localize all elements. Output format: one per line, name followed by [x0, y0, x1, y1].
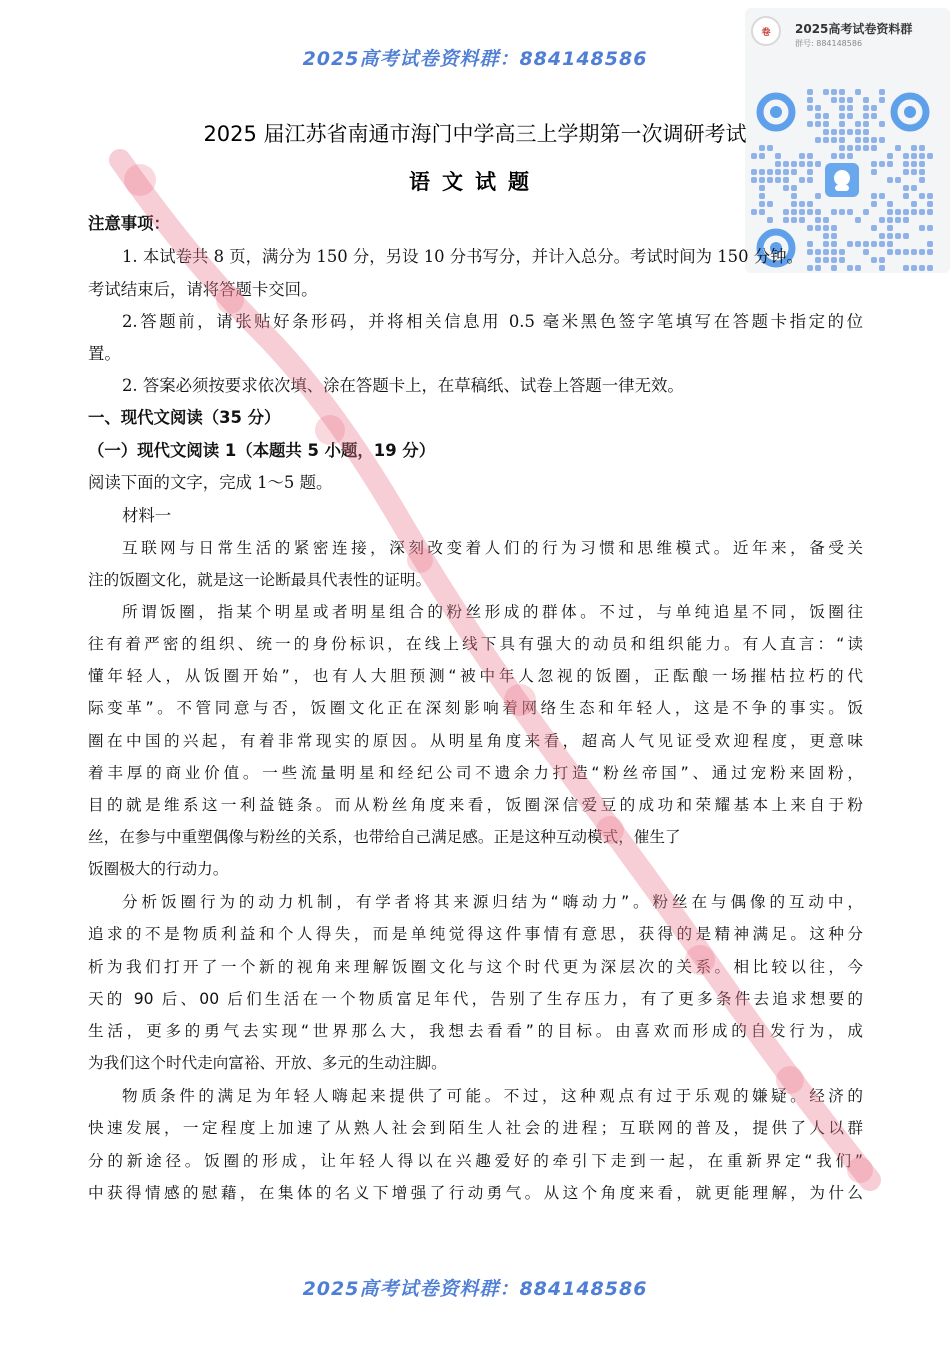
paragraph-line: 目的就是维系这一利益链条。而从粉丝角度来看，饭圈深信爱豆的成功和荣耀基本上来自于粉 [88, 796, 863, 814]
bottom-banner: 2025高考试卷资料群：884148586 [302, 1278, 648, 1300]
paragraph-line: 往有着严密的组织、统一的身份标识，在线上线下具有强大的动员和组织能力。有人直言：“读 [88, 635, 863, 653]
paragraph-line: 丝，在参与中重塑偶像与粉丝的关系，也带给自己满足感。正是这种互动模式，催生了 [88, 828, 681, 846]
paragraph-line: 中获得情感的慰藉，在集体的名义下增强了行动勇气。从这个角度来看，就更能理解，为什么 [88, 1184, 863, 1202]
paragraph-line: 追求的不是物质利益和个人得失，而是单纯觉得这件事情有意思，获得的是精神满足。这种分 [88, 925, 863, 943]
qr-group-name: 2025高考试卷资料群 [795, 22, 913, 36]
exam-subtitle: 语文试题 [409, 170, 541, 194]
notice-item-1: 1. 本试卷共 8 页，满分为 150 分，另设 10 分书写分，并计入总分。考试时间为 150 分钟。 [122, 247, 803, 266]
material-label: 材料一 [122, 506, 172, 525]
reading-instruction: 阅读下面的文字，完成 1～5 题。 [88, 473, 333, 492]
paragraph-line: 物质条件的满足为年轻人嗨起来提供了可能。不过，这种观点有过于乐观的嫌疑。经济的 [122, 1087, 863, 1105]
paragraph-line: 注的饭圈文化，就是这一论断最具代表性的证明。 [88, 571, 432, 589]
paragraph-line: 所谓饭圈，指某个明星或者明星组合的粉丝形成的群体。不过，与单纯追星不同，饭圈往 [122, 603, 863, 621]
paragraph-line: 为我们这个时代走向富裕、开放、多元的生动注脚。 [88, 1054, 447, 1072]
paragraph-line: 饭圈极大的行动力。 [88, 860, 229, 878]
paragraph-line: 析为我们打开了一个新的视角来理解饭圈文化与这个时代更为深层次的关系。相比较以往，今 [88, 958, 863, 976]
paragraph-line: 天的 90 后、00 后们生活在一个物质富足年代，告别了生存压力，有了更多条件去追求想要的 [88, 990, 863, 1008]
paragraph-line: 互联网与日常生活的紧密连接，深刻改变着人们的行为习惯和思维模式。近年来，备受关 [122, 539, 863, 557]
notice-item-3: 2. 答案必须按要求依次填、涂在答题卡上，在草稿纸、试卷上答题一律无效。 [122, 376, 684, 395]
notice-heading: 注意事项： [88, 214, 170, 233]
paragraph-line: 际变革”。不管同意与否，饭圈文化正在深刻影响着网络生态和年轻人，这是不争的事实。饭 [88, 699, 863, 717]
qr-group-number: 群号: 884148586 [795, 39, 863, 48]
exam-title: 2025 届江苏省南通市海门中学高三上学期第一次调研考试 [203, 122, 747, 146]
section-heading: 一、现代文阅读（35 分） [88, 408, 281, 427]
group-logo-icon: 卷 [751, 16, 781, 46]
paragraph-line: 懂年轻人，从饭圈开始”，也有人大胆预测“被中年人忽视的饭圈，正酝酿一场摧枯拉朽的代 [88, 667, 863, 685]
paragraph-line: 分的新途径。饭圈的形成，让年轻人得以在兴趣爱好的牵引下走到一起，在重新界定“我们” [88, 1152, 863, 1170]
paragraph-line: 快速发展，一定程度上加速了从熟人社会到陌生人社会的进程；互联网的普及，提供了人以群 [88, 1119, 863, 1137]
notice-item-2-cont: 置。 [88, 344, 121, 363]
paragraph-line: 圈在中国的兴起，有着非常现实的原因。从明星角度来看，超高人气见证受欢迎程度，更意味 [88, 732, 863, 750]
paragraph-line: 生活，更多的勇气去实现“世界那么大，我想去看看”的目标。由喜欢而形成的自发行为，成 [88, 1022, 863, 1040]
notice-item-1-cont: 考试结束后，请将答题卡交回。 [88, 280, 318, 299]
paragraph-line: 着丰厚的商业价值。一些流量明星和经纪公司不遗余力打造“粉丝帝国”、通过宠粉来固粉， [88, 764, 863, 782]
subsection-heading: （一）现代文阅读 1（本题共 5 小题，19 分） [88, 441, 436, 460]
notice-item-2: 2.答题前，请张贴好条形码，并将相关信息用 0.5 毫米黑色签字笔填写在答题卡指定的位 [122, 312, 863, 331]
top-banner: 2025高考试卷资料群：884148586 [302, 48, 648, 70]
paragraph-line: 分析饭圈行为的动力机制，有学者将其来源归结为“嗨动力”。粉丝在与偶像的互动中， [122, 893, 863, 911]
